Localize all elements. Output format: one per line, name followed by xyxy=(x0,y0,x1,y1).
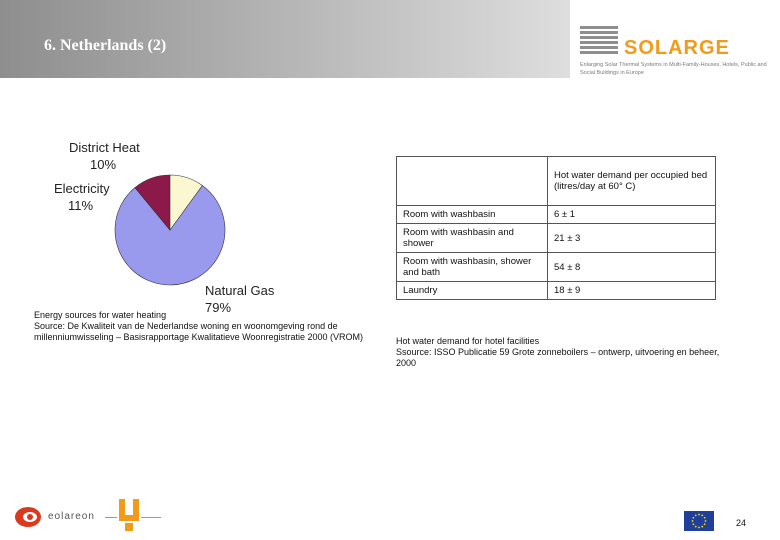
slide-title: 6. Netherlands (2) xyxy=(44,37,167,54)
brand-name: SOLARGE xyxy=(624,37,730,59)
table-row xyxy=(397,282,716,300)
demand-cell: 21 ± 3 xyxy=(548,224,716,253)
facility-cell: Laundry xyxy=(397,282,548,300)
pie-caption-title: Energy sources for water heating xyxy=(34,310,167,320)
eu-stars-icon xyxy=(684,511,714,531)
logo-stripe xyxy=(580,46,618,49)
facility-cell: Room with washbasin and shower xyxy=(397,224,548,253)
pie-label-name: Electricity xyxy=(54,181,110,196)
logo-stripe xyxy=(580,31,618,34)
eu-star-icon xyxy=(705,520,707,522)
page-number: 24 xyxy=(736,518,747,528)
partner-logo-icon xyxy=(105,497,165,533)
eu-star-icon xyxy=(695,526,697,528)
pie-label-name: Natural Gas xyxy=(205,283,275,298)
eu-flag-icon xyxy=(684,511,714,531)
demand-cell: 6 ± 1 xyxy=(548,206,716,224)
table-caption-title: Hot water demand for hotel facilities xyxy=(396,336,540,346)
eolareon-logo-text: eolareon xyxy=(48,511,95,522)
pie-label-name: District Heat xyxy=(69,140,140,155)
eu-star-icon xyxy=(701,514,703,516)
table-row xyxy=(397,206,716,224)
eu-star-icon xyxy=(704,517,706,519)
logo-stripe xyxy=(580,51,618,54)
eu-star-icon xyxy=(695,514,697,516)
solarge-logo xyxy=(580,26,780,86)
facility-cell: Room with washbasin, shower and bath xyxy=(397,253,548,282)
table-header-row xyxy=(397,157,716,206)
pie-caption-source: Source: De Kwaliteit van de Nederlandse woning en woonomgeving rond de millenniumwisseling – Basisrapportage Kwalitatieve Woonregistratie 2000 (VROM) xyxy=(34,321,363,342)
facility-cell: Room with washbasin xyxy=(397,206,548,224)
brand-tagline: Enlarging Solar Thermal Systems in Multi-Family-Houses, Hotels, Public and Social Buildings in Europe xyxy=(580,62,767,76)
table-caption-source: Ssource: ISSO Publicatie 59 Grote zonneboilers – ontwerp, uitvoering en beheer, 2000 xyxy=(396,347,720,368)
eu-star-icon xyxy=(701,526,703,528)
hot-water-demand-table xyxy=(396,156,716,300)
table-header-blank xyxy=(397,157,548,206)
pie-label-value: 10% xyxy=(90,157,117,172)
logo-stripe xyxy=(580,26,618,29)
demand-cell: 18 ± 9 xyxy=(548,282,716,300)
eolareon-swirl-icon xyxy=(14,505,44,529)
slide-header-bar xyxy=(0,0,570,78)
logo-stripe xyxy=(580,41,618,44)
eu-star-icon xyxy=(698,514,700,516)
eu-star-icon xyxy=(698,527,700,529)
eu-star-icon xyxy=(692,520,694,522)
pie-label-value: 11% xyxy=(68,198,94,213)
eu-star-icon xyxy=(692,523,694,525)
logo-stripe xyxy=(580,36,618,39)
pie-caption xyxy=(34,310,364,343)
eu-star-icon xyxy=(704,523,706,525)
pie-label-value: 79% xyxy=(205,300,232,315)
eu-star-icon xyxy=(692,517,694,519)
table-row xyxy=(397,253,716,282)
table-caption xyxy=(396,336,726,369)
energy-sources-pie-chart xyxy=(40,130,290,315)
demand-cell: 54 ± 8 xyxy=(548,253,716,282)
table-header-demand: Hot water demand per occupied bed (litres/day at 60° C) xyxy=(548,157,716,206)
table-row xyxy=(397,224,716,253)
